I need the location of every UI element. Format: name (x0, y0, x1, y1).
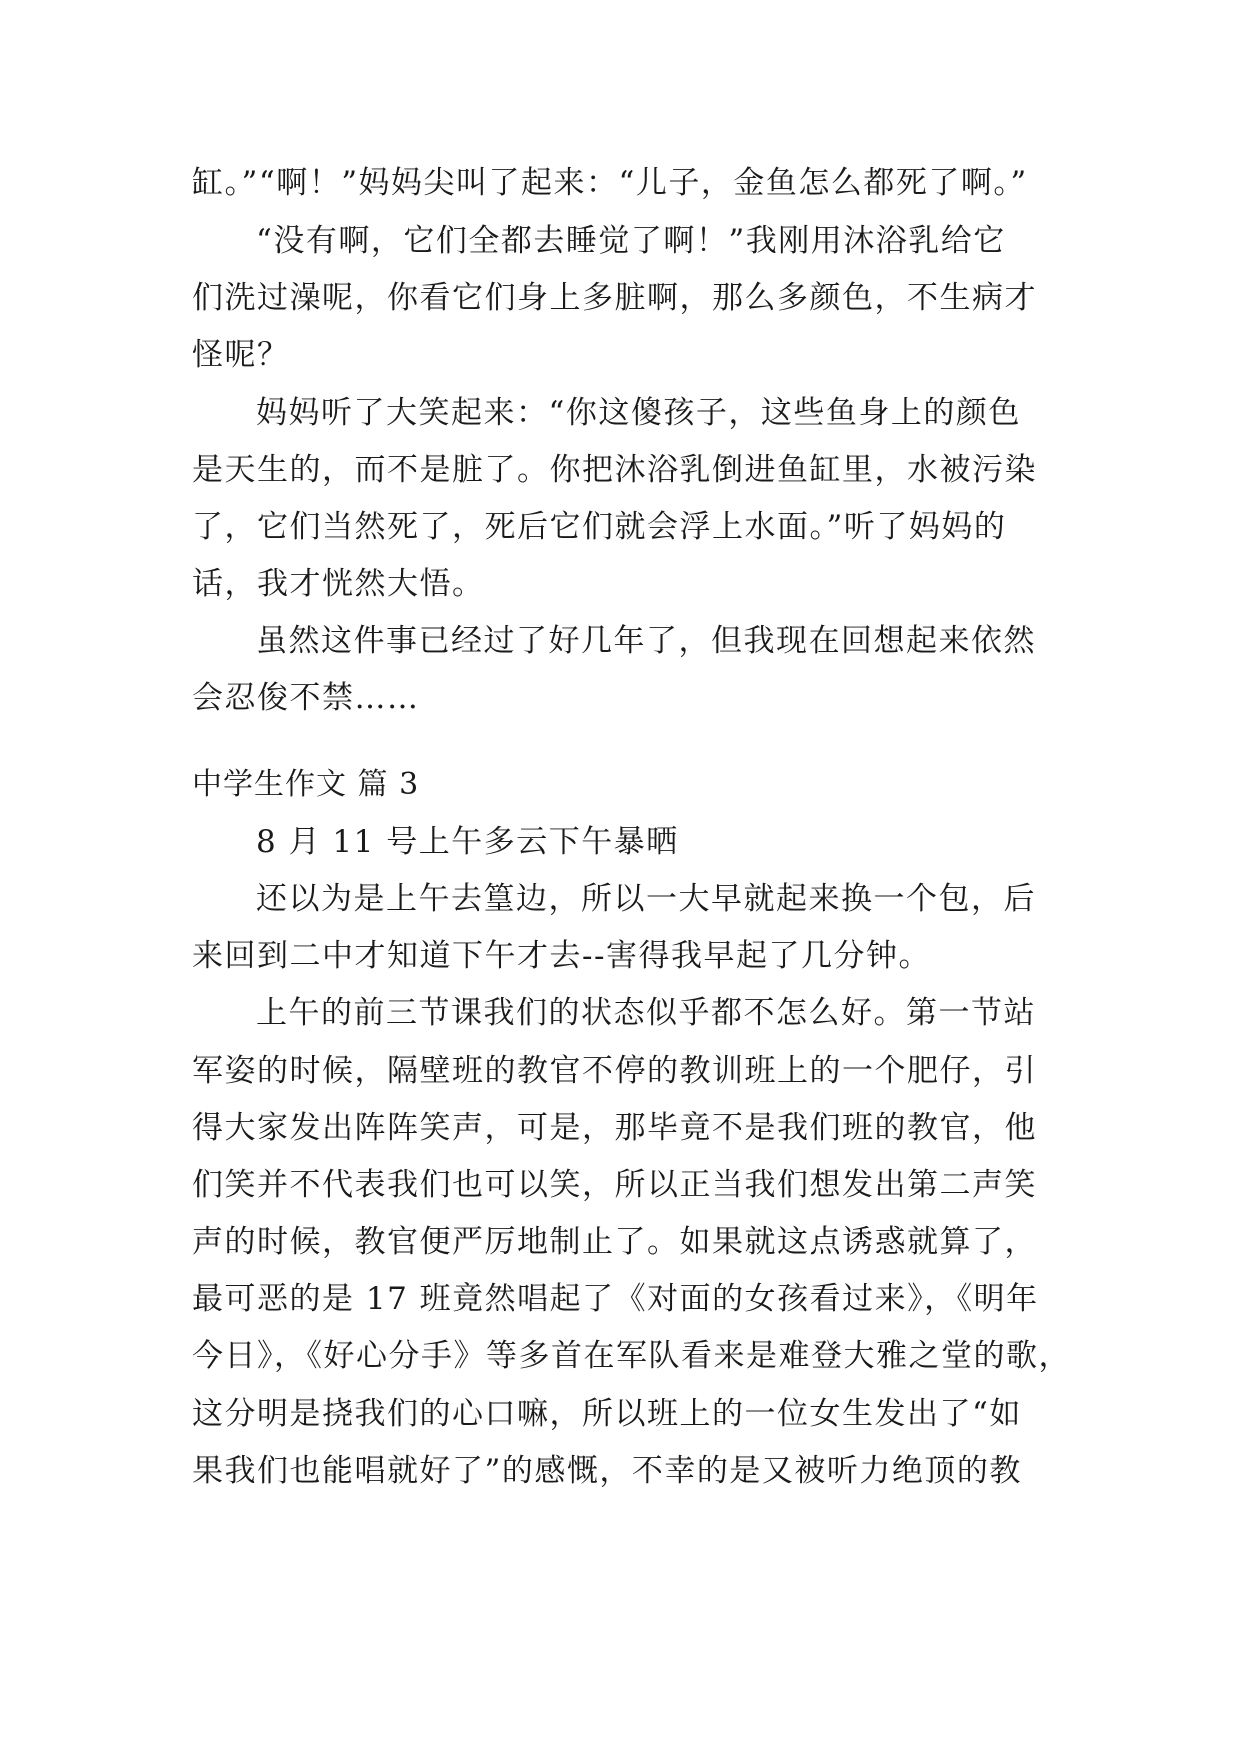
text-line: 得大家发出阵阵笑声，可是，那毕竟不是我们班的教官，他 (192, 1110, 1037, 1146)
text-line: 怪呢？ (192, 337, 290, 373)
text-line: 这分明是挠我们的心口嘛，所以班上的一位女生发出了“如 (192, 1396, 1022, 1432)
text-line: 话，我才恍然大悟。 (192, 566, 485, 602)
text-line: 缸。”“啊！”妈妈尖叫了起来：“儿子，金鱼怎么都死了啊。” (192, 165, 1028, 201)
text-line: 们笑并不代表我们也可以笑，所以正当我们想发出第二声笑 (192, 1167, 1037, 1203)
text-line: 了，它们当然死了，死后它们就会浮上水面。”听了妈妈的 (192, 509, 1007, 545)
text-line: 果我们也能唱就好了”的感慨，不幸的是又被听力绝顶的教 (192, 1453, 1022, 1489)
text-line: 军姿的时候，隔壁班的教官不停的教训班上的一个肥仔，引 (192, 1053, 1037, 1089)
text-line: 会忍俊不禁…… (192, 680, 420, 716)
text-line: 们洗过澡呢，你看它们身上多脏啊，那么多颜色，不生病才 (192, 280, 1037, 316)
text-line: 来回到二中才知道下午才去--害得我早起了几分钟。 (192, 938, 931, 974)
text-line: 声的时候，教官便严厉地制止了。如果就这点诱惑就算了， (192, 1224, 1037, 1260)
text-line: 上午的前三节课我们的状态似乎都不怎么好。第一节站 (256, 995, 1036, 1031)
text-line: 最可恶的是 17 班竟然唱起了《对面的女孩看过来》，《明年 (192, 1281, 1039, 1317)
section-heading: 中学生作文 篇 3 (192, 767, 420, 802)
text-line: 虽然这件事已经过了好几年了，但我现在回想起来依然 (256, 623, 1036, 659)
text-line: 今日》，《好心分手》等多首在军队看来是难登大雅之堂的歌， (192, 1338, 1071, 1374)
text-line: 是天生的，而不是脏了。你把沐浴乳倒进鱼缸里，水被污染 (192, 452, 1037, 488)
text-line: 8 月 11 号上午多云下午暴晒 (256, 824, 679, 860)
text-line: “没有啊，它们全都去睡觉了啊！”我刚用沐浴乳给它 (256, 223, 1006, 259)
text-line: 还以为是上午去篁边，所以一大早就起来换一个包，后 (256, 881, 1036, 917)
text-line: 妈妈听了大笑起来：“你这傻孩子，这些鱼身上的颜色 (256, 395, 1021, 431)
